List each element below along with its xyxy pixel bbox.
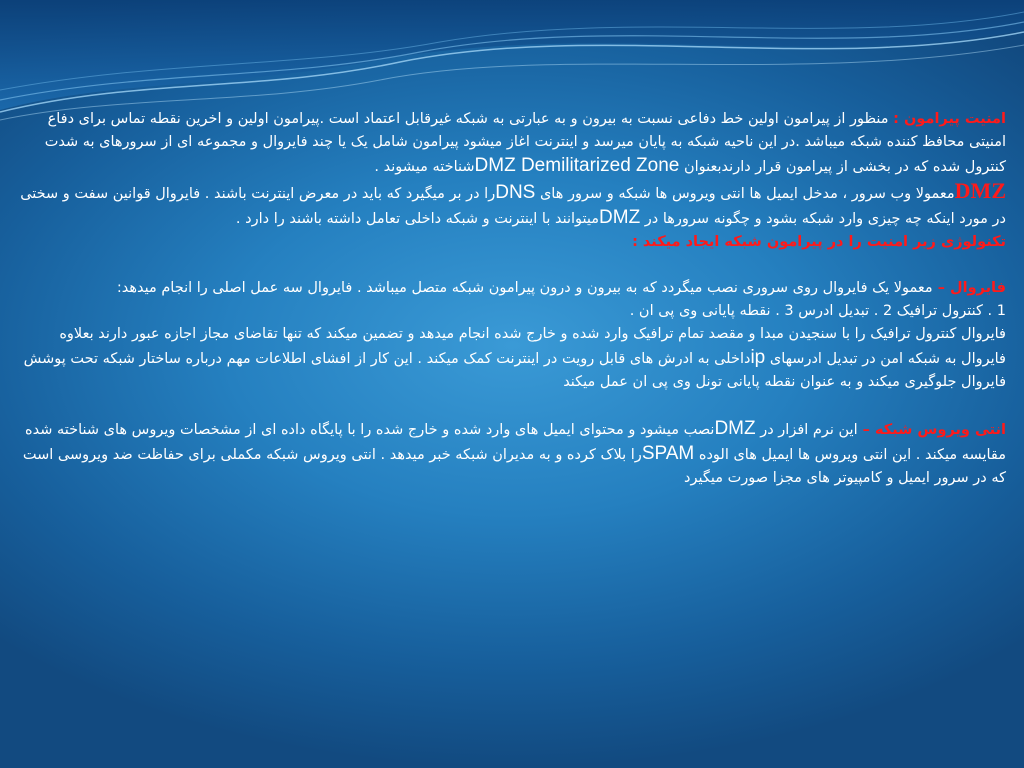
firewall-detail-paragraph: [18, 323, 1006, 394]
dmz-text-b: را در بر میگیرد که باید در معرض اینترنت باشند . فایروال قوانین سفت و سختی در مورد اینکه چه چیزی وارد شبکه بشود و چگونه سرورها در: [20, 186, 1006, 227]
firewall-text-b: فایروال کنترول ترافیک را با سنجیدن مبدا و مقصد تمام ترافیک وارد شده و خارج شده انجام میدهد و تضمین میکند که تنها تقاضای مجاز اجازه عبور دارند بعلاوه فایروال به شبکه امن در تبدیل ادرسهای: [59, 326, 1006, 367]
antivirus-dash: –: [857, 422, 875, 438]
dmz-paragraph: [18, 179, 1006, 231]
dmz-heading: DMZ: [954, 178, 1006, 203]
dns-term: DNS: [495, 182, 536, 203]
dmz-inline-term: DMZ: [599, 207, 641, 228]
antivirus-text-c: را بلاک کرده و به مدیران شبکه خبر میدهد . انتی ویروس شبکه مکملی برای حفاظت ضد ویروسی است که در سرور ایمیل و کامپیوتر های مجزا صورت میگیرد: [22, 447, 1006, 486]
antivirus-dmz-term: DMZ: [714, 418, 756, 439]
antivirus-text-a: این نرم افزار در: [755, 422, 858, 438]
perimeter-text-b: شناخته میشوند .: [374, 159, 475, 175]
spam-term: SPAM: [641, 443, 695, 464]
dmz-text-a: معمولا وب سرور ، مدخل ایمیل ها انتی ویروس ها شبکه و سرور های: [535, 186, 955, 202]
firewall-paragraph: [18, 277, 1006, 300]
perimeter-heading: امنیت پیرامون :: [893, 111, 1006, 127]
perimeter-text-a: منظور از پیرامون اولین خط دفاعی نسبت به بیرون و به عبارتی به شبکه غیرقابل اعتماد است .پیرامون اولین و اخرین نقطه تماس برای دفاع امنیتی محافظ کننده شبکه میباشد .در این ناحیه شبکه به پایان میرسد و اینترنت اغاز میشود پیرامون شامل یک یا چند فایروال و مجموعه ای از سرورهای به شدت کنترول شده که در بخشی از پیرامون قرار دارندبعنوان: [44, 111, 1006, 175]
antivirus-heading: انتی ویروس شبکه: [874, 422, 1006, 438]
slide-content: [18, 108, 1006, 490]
spacer: [18, 254, 1006, 277]
firewall-text-a: معمولا یک فایروال روی سروری نصب میگردد که به بیرون و درون پیرامون شبکه متصل میباشد . فایروال سه عمل اصلی را انجام میدهد:: [116, 280, 933, 296]
dmz-text-c: میتوانند با اینترنت و شبکه داخلی تعامل داشته باشند را دارد .: [235, 211, 600, 227]
technology-heading: تکنولوژی زیر امنیت را در پیرامون شبکه ایجاد میکند :: [632, 234, 1006, 250]
antivirus-paragraph: [18, 417, 1006, 490]
antivirus-text-b: نصب میشود و محتوای ایمیل های وارد شده و خارج شده را با پایگاه داده ای از مشخصات ویروس های شناخته شده مقایسه میکند . این انتی ویروس ها ایمیل های الوده: [25, 422, 1006, 463]
firewall-list-line: 1 . کنترول ترافیک 2 . تبدیل ادرس 3 . نقطه پایانی وی پی ان .: [629, 303, 1006, 319]
firewall-text-c: داخلی به ادرش های قابل رویت در اینترنت کمک میکند . این کار از افشای اطلاعات مهم درباره ساختار شبکه تحت پوشش فایروال جلوگیری میکند و به عنوان نقطه پایانی تونل وی پی ان عمل میکند: [23, 351, 1006, 390]
firewall-dash: –: [932, 280, 951, 296]
ip-term: ip: [750, 347, 766, 368]
firewall-heading: فایروال: [950, 280, 1006, 296]
perimeter-paragraph: [18, 108, 1006, 179]
spacer: [18, 394, 1006, 417]
dmz-demilitarized-zone-term: DMZ Demilitarized Zone: [474, 155, 680, 176]
